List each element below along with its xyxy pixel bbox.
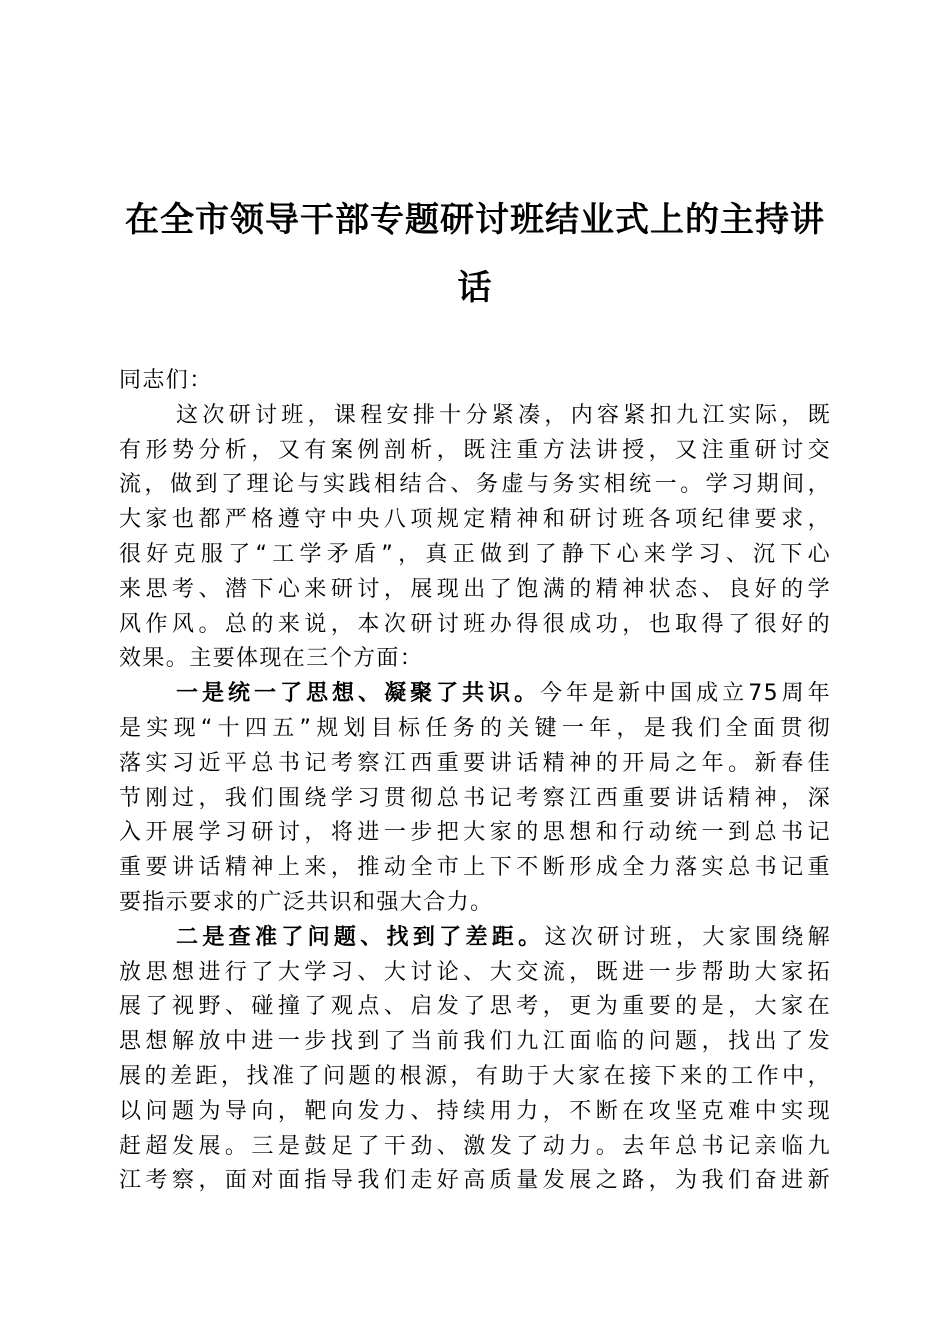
paragraph-line: 以问题为导向，靶向发力、持续用力，不断在攻坚克难中实现 (119, 1098, 831, 1124)
paragraph-line (119, 677, 831, 712)
document-body (119, 364, 831, 1199)
document-title-line1: 在全市领导干部专题研讨班结业式上的主持讲 (125, 200, 825, 240)
point-one-lead: 今年是新中国成立75周年 (540, 681, 832, 707)
paragraph-line: 重要讲话精神上来，推动全市上下不断形成全力落实总书记重 (119, 855, 831, 881)
salutation (119, 364, 831, 399)
paragraph-line: 效果。主要体现在三个方面： (119, 646, 424, 672)
paragraph-line: 有形势分析，又有案例剖析，既注重方法讲授，又注重研讨交 (119, 437, 831, 463)
paragraph-line: 展的差距，找准了问题的根源，有助于大家在接下来的工作中， (119, 1063, 831, 1089)
paragraph-line: 放思想进行了大学习、大讨论、大交流，既进一步帮助大家拓 (119, 959, 831, 985)
paragraph-line: 思想解放中进一步找到了当前我们九江面临的问题，找出了发 (119, 1029, 831, 1055)
paragraph-point-one (119, 677, 831, 921)
paragraph-line: 大家也都严格遵守中央八项规定精神和研讨班各项纪律要求， (119, 507, 831, 533)
point-one-heading: 一是统一了思想、凝聚了共识。 (176, 681, 541, 707)
paragraph-point-two (119, 921, 831, 1199)
point-two-lead: 这次研讨班，大家围绕解 (544, 924, 831, 950)
paragraph-line: 流，做到了理论与实践相结合、务虚与务实相统一。学习期间， (119, 472, 831, 498)
document-title-line2: 话 (457, 268, 493, 308)
point-two-heading: 二是查准了问题、找到了差距。 (176, 924, 545, 950)
paragraph-line (119, 921, 831, 956)
paragraph-line: 江考察，面对面指导我们走好高质量发展之路，为我们奋进新 (119, 1168, 831, 1194)
paragraph-line: 很好克服了“工学矛盾”，真正做到了静下心来学习、沉下心 (119, 541, 831, 567)
paragraph-line: 是实现“十四五”规划目标任务的关键一年，是我们全面贯彻 (119, 715, 831, 741)
paragraph-line: 来思考、潜下心来研讨，展现出了饱满的精神状态、良好的学 (119, 576, 831, 602)
paragraph-line: 风作风。总的来说，本次研讨班办得很成功，也取得了很好的 (119, 611, 831, 637)
paragraph-line: 入开展学习研讨，将进一步把大家的思想和行动统一到总书记 (119, 820, 831, 846)
paragraph-line: 节刚过，我们围绕学习贯彻总书记考察江西重要讲话精神，深 (119, 785, 831, 811)
paragraph-line: 赶超发展。三是鼓足了干劲、激发了动力。去年总书记亲临九 (119, 1133, 831, 1159)
paragraph-line: 要指示要求的广泛共识和强大合力。 (119, 889, 494, 915)
paragraph-line: 这次研讨班，课程安排十分紧凑，内容紧扣九江实际，既 (176, 402, 831, 428)
paragraph-intro (119, 399, 831, 677)
paragraph-line: 落实习近平总书记考察江西重要讲话精神的开局之年。新春佳 (119, 750, 831, 776)
salutation-text: 同志们： (119, 368, 213, 393)
paragraph-line: 展了视野、碰撞了观点、启发了思考，更为重要的是，大家在 (119, 994, 831, 1020)
